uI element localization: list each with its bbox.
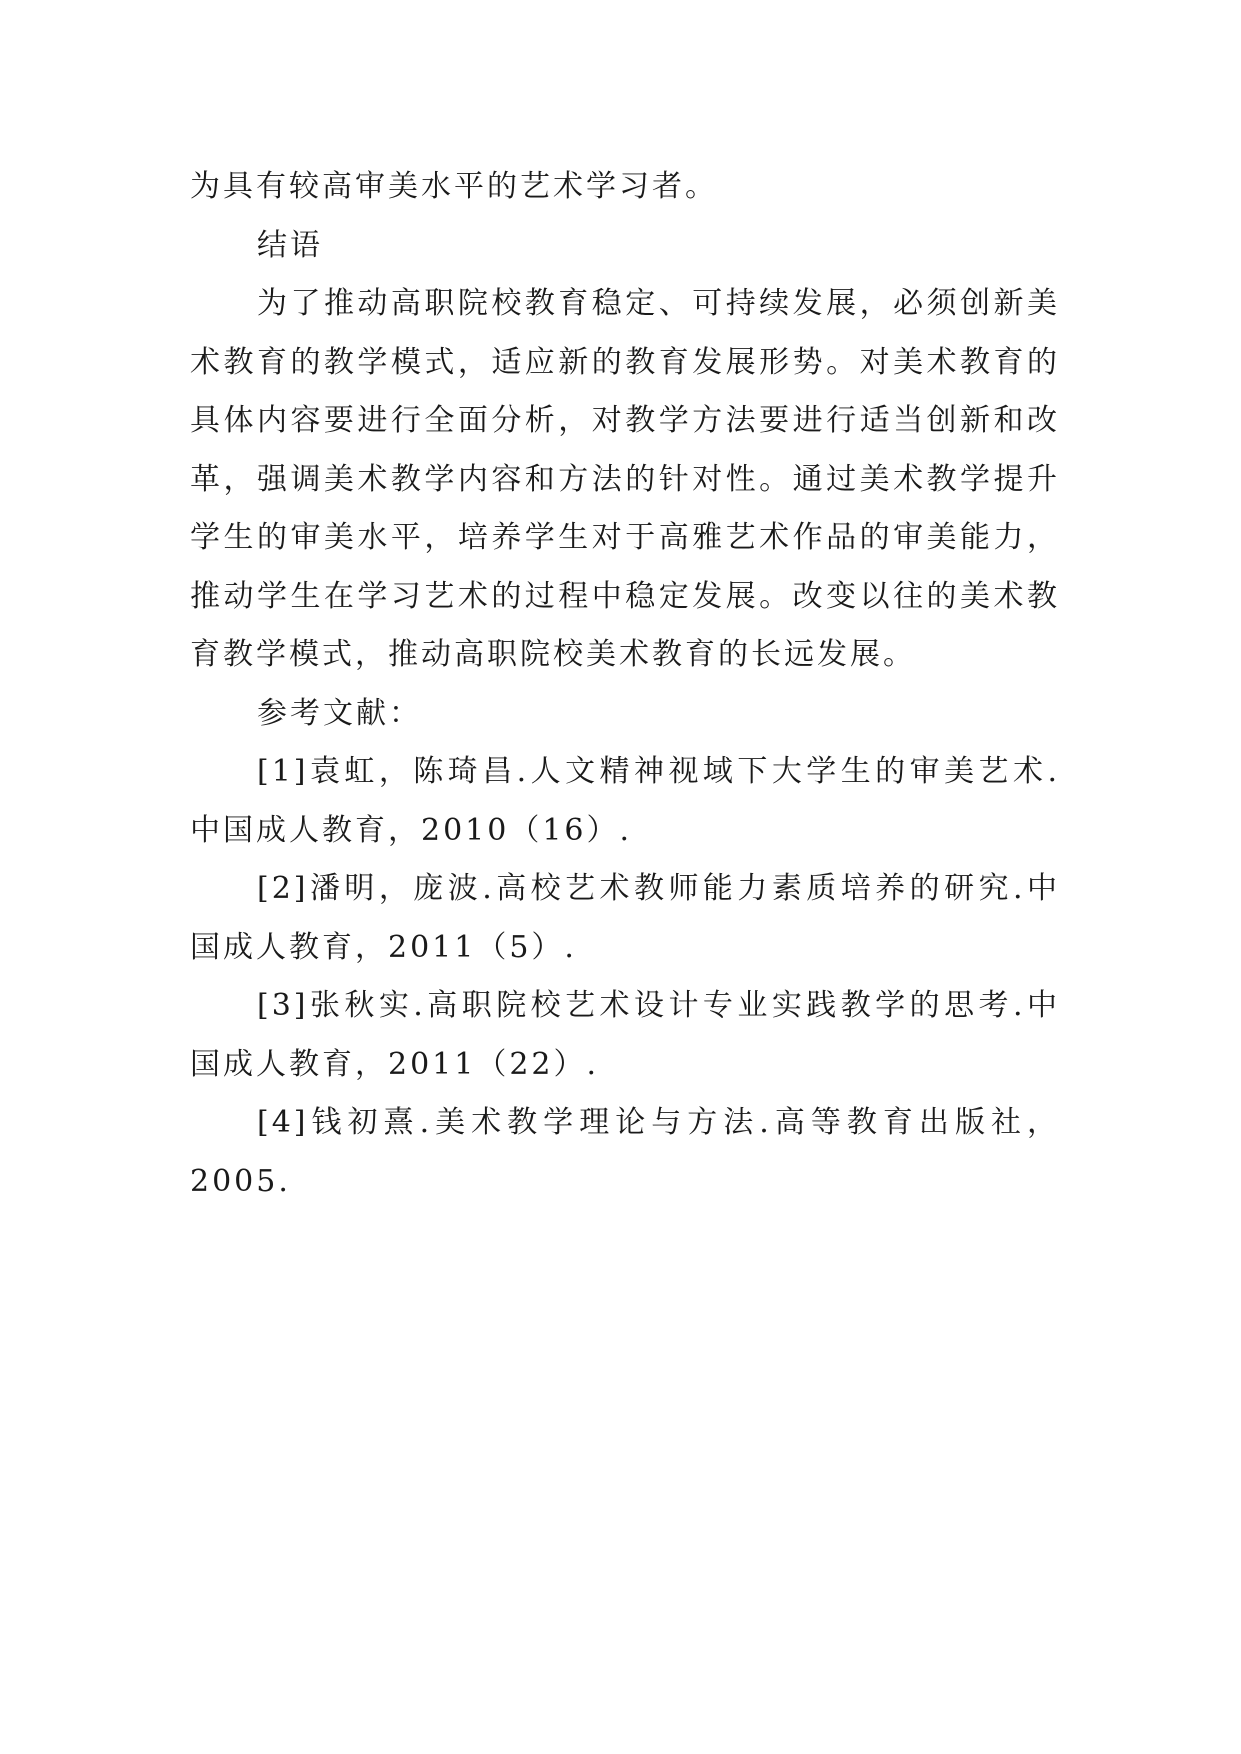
conclusion-heading: 结语 bbox=[257, 227, 323, 263]
conclusion-line: 术教育的教学模式，适应新的教育发展形势。对美术教育的 bbox=[190, 344, 1060, 380]
reference-item-1-continuation: 中国成人教育，2010（16）. bbox=[190, 812, 633, 848]
reference-item-4: [4]钱初熹.美术教学理论与方法.高等教育出版社， bbox=[257, 1105, 1060, 1140]
conclusion-line: 革，强调美术教学内容和方法的针对性。通过美术教学提升 bbox=[190, 461, 1060, 497]
body-text bbox=[190, 158, 1060, 1211]
conclusion-line: 推动学生在学习艺术的过程中稳定发展。改变以往的美术教 bbox=[190, 578, 1060, 614]
reference-item-4-continuation: 2005. bbox=[190, 1163, 291, 1199]
conclusion-line: 为了推动高职院校教育稳定、可持续发展，必须创新美 bbox=[257, 286, 1060, 321]
references-heading: 参考文献： bbox=[257, 695, 422, 731]
reference-item-3-continuation: 国成人教育，2011（22）. bbox=[190, 1046, 600, 1082]
conclusion-line: 具体内容要进行全面分析，对教学方法要进行适当创新和改 bbox=[190, 403, 1060, 438]
reference-item-3: [3]张秋实.高职院校艺术设计专业实践教学的思考.中 bbox=[257, 988, 1060, 1023]
paragraph-continuation-line: 为具有较高审美水平的艺术学习者。 bbox=[190, 169, 718, 204]
conclusion-line: 学生的审美水平，培养学生对于高雅艺术作品的审美能力， bbox=[190, 520, 1060, 555]
reference-item-1: [1]袁虹，陈琦昌.人文精神视域下大学生的审美艺术. bbox=[257, 754, 1060, 789]
reference-item-2-continuation: 国成人教育，2011（5）. bbox=[190, 929, 577, 965]
conclusion-line: 育教学模式，推动高职院校美术教育的长远发展。 bbox=[190, 637, 916, 672]
reference-item-2: [2]潘明，庞波.高校艺术教师能力素质培养的研究.中 bbox=[257, 871, 1060, 906]
